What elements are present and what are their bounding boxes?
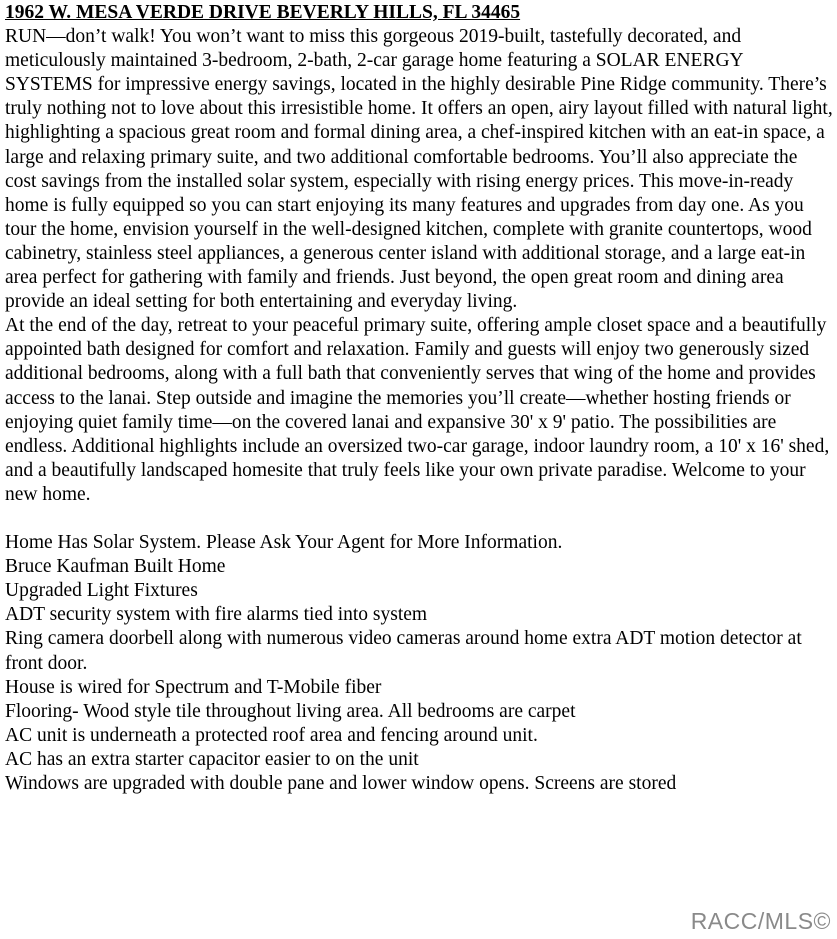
feature-list — [5, 531, 833, 796]
feature-item: House is wired for Spectrum and T-Mobile fiber — [5, 676, 382, 698]
feature-item: Ring camera doorbell along with numerous video cameras around home extra ADT motion detector at front door. — [5, 628, 802, 674]
feature-item: ADT security system with fire alarms tied into system — [5, 604, 428, 626]
feature-item: AC unit is underneath a protected roof area and fencing around unit. — [5, 724, 538, 746]
feature-item: AC has an extra starter capacitor easier to on the unit — [5, 748, 419, 770]
description-paragraph-2: At the end of the day, retreat to your peaceful primary suite, offering ample closet space and a beautifully appointed bath designed for comfort and relaxation. Family and guests will enjoy two generously sized additional bedrooms, along with a full bath that conveniently serves that wing of the home and provides access to the lanai. Step outside and imagine the memories you’ll create—whether hosting friends or enjoying quiet family time—on the covered lanai and expansive 30' x 9' patio. The possibilities are endless. Additional highlights include an oversized two-car garage, indoor laundry room, a 10' x 16' shed, and a beautifully landscaped homesite that truly feels like your own private paradise. Welcome to your new home. — [5, 315, 830, 505]
feature-item: Bruce Kaufman Built Home — [5, 556, 226, 578]
feature-item: Home Has Solar System. Please Ask Your Agent for More Information. — [5, 532, 563, 554]
listing-address-title: 1962 W. MESA VERDE DRIVE BEVERLY HILLS, FL 34465 — [5, 2, 521, 23]
listing-document — [5, 1, 833, 796]
mls-watermark: RACC/MLS© — [690, 908, 831, 934]
feature-item: Upgraded Light Fixtures — [5, 580, 198, 602]
feature-item: Flooring- Wood style tile throughout living area. All bedrooms are carpet — [5, 700, 576, 722]
feature-item: Windows are upgraded with double pane and lower window opens. Screens are stored — [5, 773, 677, 794]
description-paragraph-1: RUN—don’t walk! You won’t want to miss this gorgeous 2019-built, tastefully decorated, and meticulously maintained 3-bedroom, 2-bath, 2-car garage home featuring a SOLAR ENERGY SYSTEMS for impressive energy savings, located in the highly desirable Pine Ridge community. There’s truly nothing not to love about this irresistible home. It offers an open, airy layout filled with natural light, highlighting a spacious great room and formal dining area, a chef-inspired kitchen with an eat-in space, a large and relaxing primary suite, and two additional comfortable bedrooms. You’ll also appreciate the cost savings from the installed solar system, especially with rising energy prices. This move-in-ready home is fully equipped so you can start enjoying its many features and upgrades from day one. As you tour the home, envision yourself in the well-designed kitchen, complete with granite countertops, wood cabinetry, stainless steel appliances, a generous center island with additional storage, and a large eat-in area perfect for gathering with family and friends. Just beyond, the open great room and dining area provide an ideal setting for both entertaining and everyday living. — [5, 26, 833, 313]
spacer — [5, 507, 833, 531]
